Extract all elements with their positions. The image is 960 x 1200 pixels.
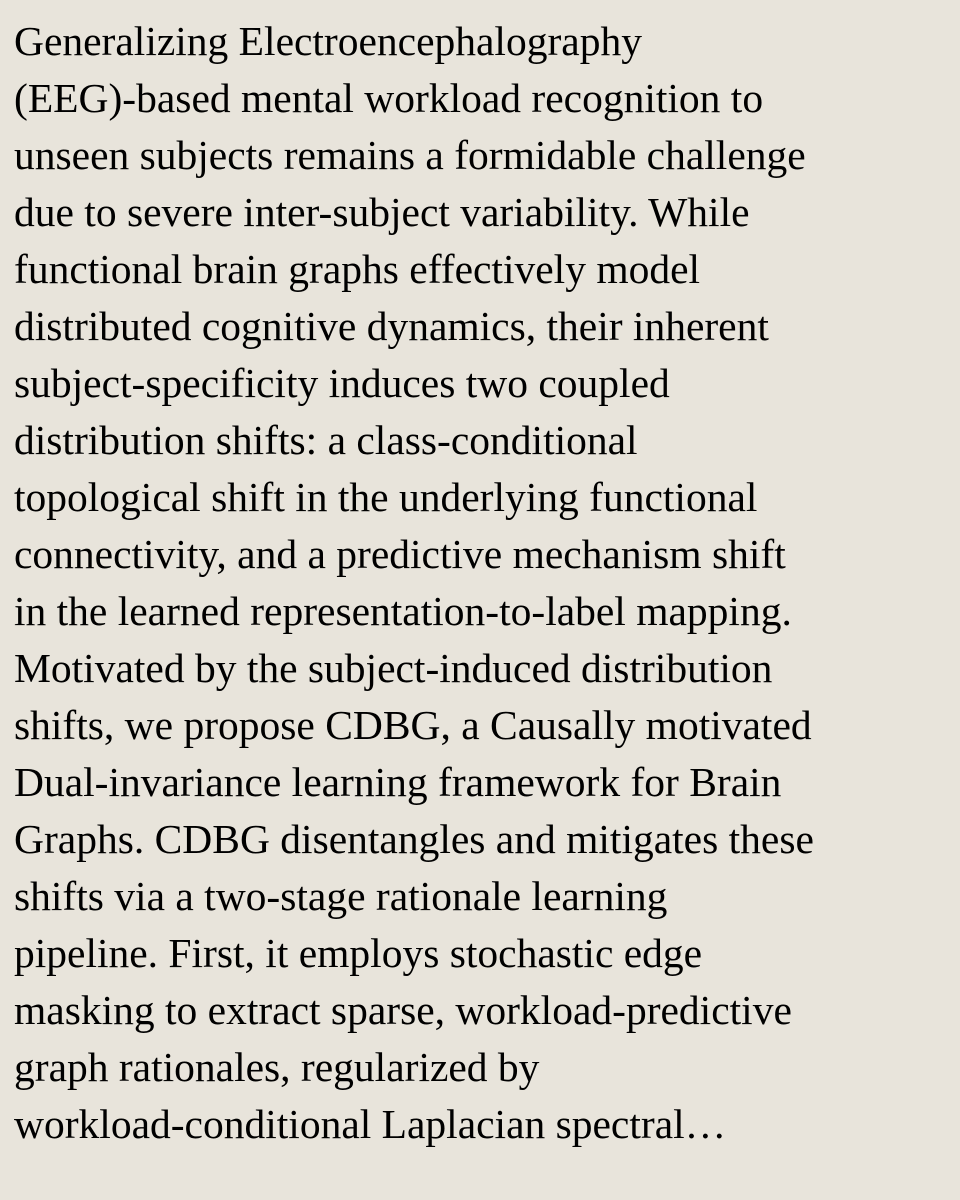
abstract-line: graph rationales, regularized by	[14, 1044, 540, 1090]
abstract-line: Graphs. CDBG disentangles and mitigates these	[14, 816, 814, 862]
abstract-line: connectivity, and a predictive mechanism shift	[14, 531, 786, 577]
abstract-line: masking to extract sparse, workload-predictive	[14, 987, 792, 1033]
abstract-line: Dual-invariance learning framework for Brain	[14, 759, 782, 805]
abstract-line: distribution shifts: a class-conditional	[14, 417, 638, 463]
abstract-line: workload-conditional Laplacian spectral…	[14, 1101, 727, 1147]
abstract-line: topological shift in the underlying functional	[14, 474, 758, 520]
abstract-line: unseen subjects remains a formidable challenge	[14, 132, 806, 178]
abstract-line: (EEG)-based mental workload recognition to	[14, 75, 764, 121]
abstract-line: subject-specificity induces two coupled	[14, 360, 670, 406]
abstract-line: Motivated by the subject-induced distribution	[14, 645, 773, 691]
abstract-line: functional brain graphs effectively model	[14, 246, 701, 292]
abstract-line: due to severe inter-subject variability. While	[14, 189, 750, 235]
abstract-line: Generalizing Electroencephalography	[14, 18, 642, 64]
abstract-line: distributed cognitive dynamics, their inherent	[14, 303, 769, 349]
abstract-paragraph	[14, 13, 954, 1153]
abstract-line: shifts via a two-stage rationale learning	[14, 873, 668, 919]
abstract-line: in the learned representation-to-label mapping.	[14, 588, 792, 634]
abstract-line: shifts, we propose CDBG, a Causally motivated	[14, 702, 812, 748]
abstract-line: pipeline. First, it employs stochastic edge	[14, 930, 703, 976]
